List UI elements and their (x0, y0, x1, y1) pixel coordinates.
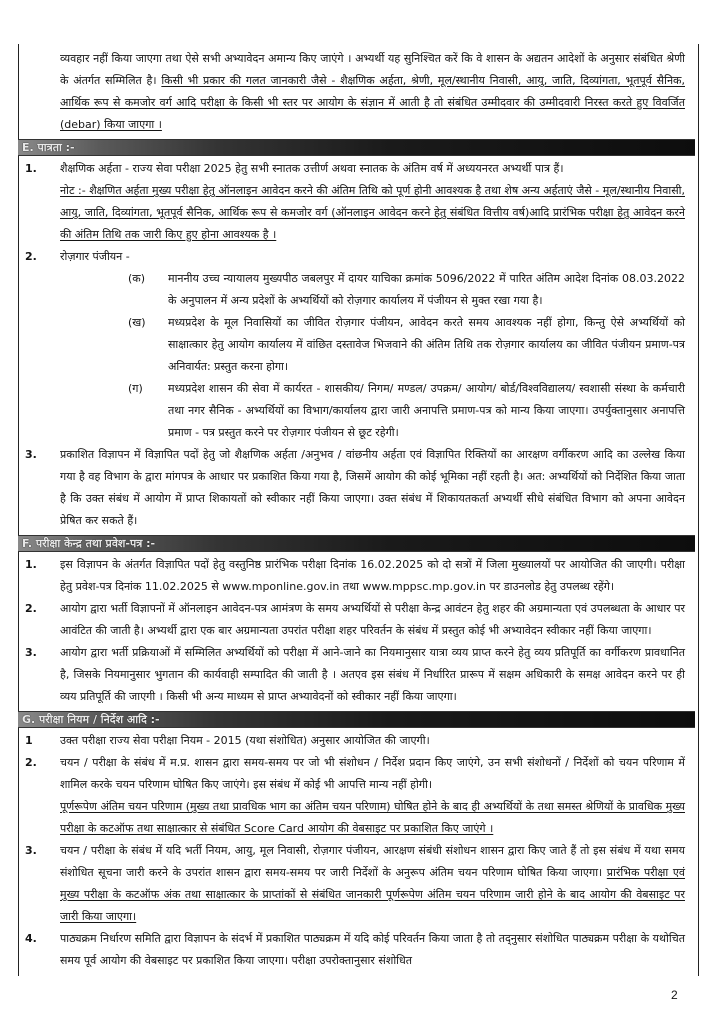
item-text: उक्त परीक्षा राज्य सेवा परीक्षा नियम - 2015 (यथा संशोधित) अनुसार आयोजित की जाएगी। (60, 734, 430, 747)
subitem-number: (ख) (128, 316, 146, 329)
item-text: रोज़गार पंजीयन - (60, 250, 130, 263)
section-e-item-3 (18, 444, 695, 532)
item-note-underlined: नोट :- शैक्षणित अर्हता मुख्य परीक्षा हेतु ऑनलाइन आवेदन करने की अंतिम तिथि को पूर्ण होनी आवश्यक है तथा शेष अन्य अर्हताएं जैसे - मूल/स्थानीय निवासी, आयु, जाति, दिव्यांगता, भूतपूर्व सैनिक, आर्थिक रूप से कमजोर वर्ग (ऑनलाइन आवेदन करने हेतु संबंधित वित्तीय वर्ष)आदि प्रारंभिक परीक्षा हेतु आवेदन करने की अंतिम तिथि तक जारी किए हुए होना आवश्यक है । (60, 184, 685, 241)
item-number: 3. (25, 844, 37, 857)
section-e-item-2 (18, 246, 695, 268)
section-g-item-1 (18, 730, 695, 752)
item-text: शैक्षणिक अर्हता - राज्य सेवा परीक्षा 2025 हेतु सभी स्नातक उत्तीर्ण अथवा स्नातक के अंतिम वर्ष में अध्ययनरत अभ्यर्थी पात्र हैं। (60, 162, 564, 175)
section-g-item-2 (18, 752, 695, 840)
item-number: 2. (25, 250, 37, 263)
subitem-text: मध्यप्रदेश शासन की सेवा में कार्यरत - शासकीय/ निगम/ मण्डल/ उपक्रम/ आयोग/ बोर्ड/विश्वविद्यालय/ स्वशासी संस्था के कर्मचारी तथा नगर सैनिक - अभ्यर्थियों का विभाग/कार्यालय द्वारा जारी अनापत्ति प्रमाण-पत्र को मान्य किया जाएगा। उपर्युक्तानुसार अनापत्ति प्रमाण - पत्र प्रस्तुत करने पर रोज़गार पंजीयन से छूट रहेगी। (168, 382, 685, 439)
item-number: 4. (25, 932, 37, 945)
subitem-ka (18, 268, 695, 312)
subitem-number: (ग) (128, 382, 143, 395)
subitem-text: माननीय उच्च न्यायालय मुख्यपीठ जबलपुर में दायर याचिका क्रमांक 5096/2022 में पारित अंतिम आदेश दिनांक 08.03.2022 के अनुपालन में अन्य प्रदेशों के अभ्यर्थियों को रोज़गार कार्यालय में पंजीयन से मुक्त रखा गया है। (168, 272, 685, 307)
section-f-item-2 (18, 598, 695, 642)
section-f-item-3 (18, 642, 695, 708)
section-f-item-1 (18, 554, 695, 598)
item-number: 2. (25, 602, 37, 615)
item-text: आयोग द्वारा भर्ती प्रक्रियाओं में सम्मिलित अभ्यर्थियों को परीक्षा में आने-जाने का नियमानुसार यात्रा व्यय प्राप्त करने हेतु व्यय प्रतिपूर्ति का वर्गीकरण प्रावधानित है, जिसके नियमानुसार भुगतान की कार्यवाही सम्पादित की जाती है । अतएव इस संबंध में निर्धारित प्रारूप में सक्षम अधिकारी के समक्ष आवेदन करने पर ही व्यय प्रतिपूर्ति की जाएगी । किसी भी अन्य माध्यम से प्राप्त अभ्यावेदनों को स्वीकार नहीं किया जाएगा। (60, 646, 685, 703)
item-text: इस विज्ञापन के अंतर्गत विज्ञापित पदों हेतु वस्तुनिष्ठ प्रारंभिक परीक्षा दिनांक 16.02.2025 को दो सत्रों में जिला मुख्यालयों पर आयोजित की जाएगी। परीक्षा हेतु प्रवेश-पत्र दिनांक 11.02.2025 से www.mponline.gov.in तथा www.mppsc.mp.gov.in पर डाउनलोड हेतु उपलब्ध रहेंगे। (60, 558, 685, 593)
item-number: 3. (25, 646, 37, 659)
section-g-heading: G. परीक्षा नियम / निर्देश आदि :- (18, 711, 695, 728)
intro-underlined-text: किसी भी प्रकार की गलत जानकारी जैसे - शैक्षणिक अर्हता, श्रेणी, मूल/स्थानीय निवासी, आयु, जाति, दिव्यांगता, भूतपूर्व सैनिक, आर्थिक रूप से कमजोर वर्ग आदि परीक्षा के किसी भी स्तर पर आयोग के संज्ञान में आती है तो संबंधित उम्मीदवार की उम्मीदवारी निरस्त करते हुए विवर्जित (debar) किया जाएगा । (60, 74, 685, 131)
subitem-ga (18, 378, 695, 444)
item-text: प्रकाशित विज्ञापन में विज्ञापित पदों हेतु जो शैक्षणिक अर्हता /अनुभव / वांछनीय अर्हता एवं विज्ञापित रिक्तियों का आरक्षण वर्गीकरण आदि का उल्लेख किया गया है वह विभाग के द्वारा मांगपत्र के आधार पर प्रकाशित किया गया है, जिसमें आयोग की कोई भूमिका नहीं रहती है। अत: अभ्यर्थियों को निर्देशित किया जाता है कि उक्त संबंध में आयोग में प्राप्त शिकायतों को स्वीकार नहीं किया जाएगा। उक्त संबंध में शिकायतकर्ता अभ्यर्थी सीधे संबंधित विभाग को अपना आवेदन प्रेषित कर सकते हैं। (60, 448, 685, 527)
subitem-kha (18, 312, 695, 378)
intro-paragraph (18, 48, 695, 136)
item-text: पाठ्यक्रम निर्धारण समिति द्वारा विज्ञापन के संदर्भ में प्रकाशित पाठ्यक्रम में यदि कोई परिवर्तन किया जाता है तो तद्नुसार संशोधित पाठ्यक्रम परीक्षा के यथोचित समय पूर्व आयोग की वेबसाइट पर प्रकाशित किया जाएगा। परीक्षा उपरोक्तानुसार संशोधित (60, 932, 685, 967)
item-number: 1 (25, 734, 33, 747)
item-underlined-text: प्रारंभिक परीक्षा एवं मुख्य परीक्षा के कटऑफ अंक तथा साक्षात्कार के प्राप्तांकों से संबंधित जानकारी पूर्णरूपेण अंतिम चयन परिणाम जारी होने के बाद आयोग की वेबसाइट पर जारी किया जाएगा। (60, 866, 686, 923)
section-g-item-4 (18, 928, 695, 972)
section-f-heading: F. परीक्षा केन्द्र तथा प्रवेश-पत्र :- (18, 535, 695, 552)
item-text: चयन / परीक्षा के संबंध में म.प्र. शासन द्वारा समय-समय पर जो भी संशोधन / निर्देश प्रदान किए जाएंगे, उन सभी संशोधनों / निर्देशों को चयन परिणाम में शामिल करके चयन परिणाम घोषित किए जाएंगे। इस संबंध में कोई भी आपत्ति मान्य नहीं होगी। (60, 756, 685, 791)
item-number: 1. (25, 558, 37, 571)
item-number: 3. (25, 448, 37, 461)
subitem-number: (क) (128, 272, 146, 285)
subitem-text: मध्यप्रदेश के मूल निवासियों का जीवित रोज़गार पंजीयन, आवेदन करते समय आवश्यक नहीं होगा, किन्तु ऐसे अभ्यर्थियों को साक्षात्कार हेतु आयोग कार्यालय में वांछित दस्तावेज भिजवाने की अंतिम तिथि तक रोज़गार कार्यालय का जीवित पंजीयन प्रमाण-पत्र अनिवार्यत: प्रस्तुत करना होगा। (168, 316, 685, 373)
item-text: चयन / परीक्षा के संबंध में यदि भर्ती नियम, आयु, मूल निवासी, रोज़गार पंजीयन, आरक्षण संबंधी संशोधन शासन द्वारा किए जाते हैं तो इस संबंध में यथा समय संशोधित सूचना जारी करने के उपरांत शासन द्वारा समय-समय पर जारी निर्देशों के अनुरूप अंतिम चयन परिणाम घोषित किया जाएगा। (60, 844, 685, 879)
page-number: 2 (671, 988, 678, 1002)
item-text: आयोग द्वारा भर्ती विज्ञापनों में ऑनलाइन आवेदन-पत्र आमंत्रण के समय अभ्यर्थियों से परीक्षा केन्द्र आवंटन हेतु शहर की अग्रमान्यता एवं उपलब्धता के आधार पर आवंटित की जाती है। अभ्यर्थी द्वारा एक बार अग्रमान्यता उपरांत परीक्षा शहर परिवर्तन के संबंध में प्रस्तुत कोई भी अभ्यावेदन स्वीकार नहीं किया जाएगा। (60, 602, 685, 637)
item-underlined-text: पूर्णरूपेण अंतिम चयन परिणाम (मुख्य तथा प्रावधिक भाग का अंतिम चयन परिणाम) घोषित होने के बाद ही अभ्यर्थियों के तथा समस्त श्रेणियों के प्रावधिक मुख्य परीक्षा के कटऑफ तथा साक्षात्कार से संबंधित Score Card आयोग की वेबसाइट पर प्रकाशित किए जाएंगे । (60, 800, 685, 835)
intro-text: व्यवहार नहीं किया जाएगा तथा ऐसे सभी अभ्यावेदन अमान्य किए जाएंगे । अभ्यर्थी यह सुनिश्चित करें कि वे शासन के अद्यतन आदेशों के अनुसार संबंधित श्रेणी के अंतर्गत सम्मिलित है। (60, 52, 685, 87)
section-e-heading: E. पात्रता :- (18, 139, 695, 156)
item-number: 1. (25, 162, 37, 175)
section-g-item-3 (18, 840, 695, 928)
document-body (18, 48, 695, 972)
section-e-item-1 (18, 158, 695, 246)
item-number: 2. (25, 756, 37, 769)
